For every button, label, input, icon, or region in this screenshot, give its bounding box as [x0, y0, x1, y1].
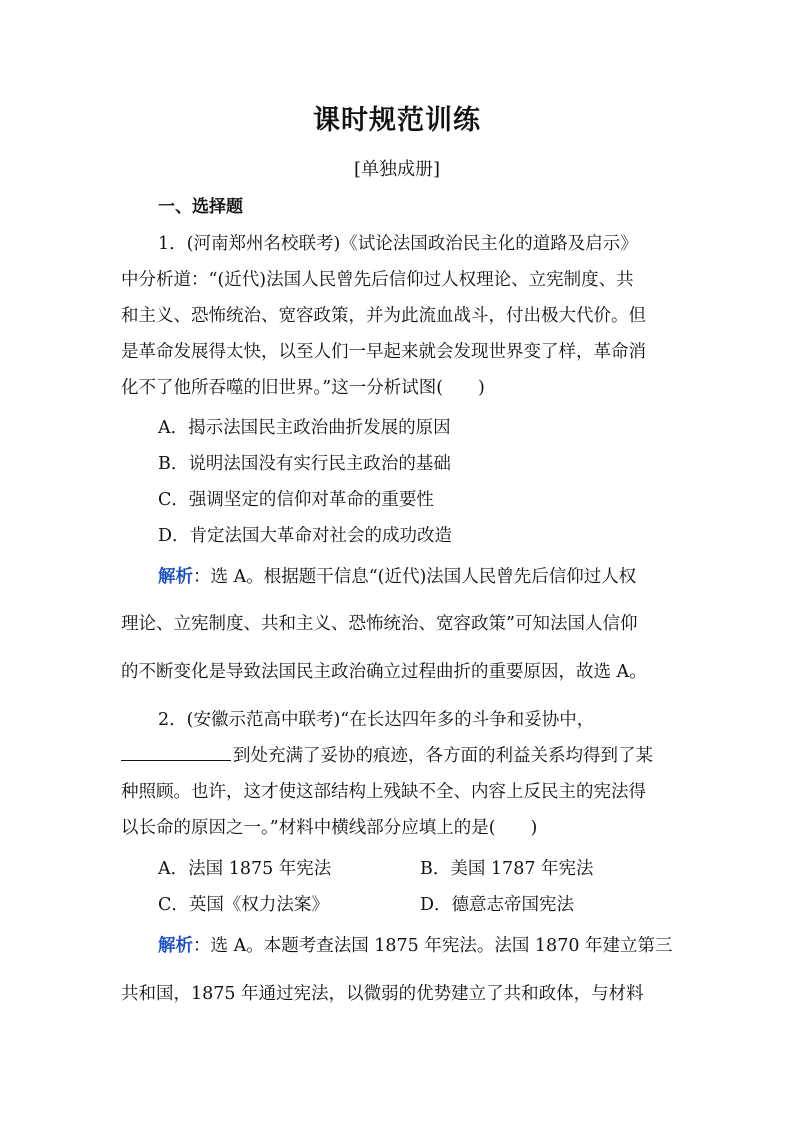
q2-line-2-text: 到处充满了妥协的痕迹，各方面的利益关系均得到了某	[233, 746, 653, 766]
q1-line-1: 1．(河南郑州名校联考)《试论法国政治民主化的道路及启示》	[158, 234, 638, 254]
q1-analysis-line-2: 理论、立宪制度、共和主义、恐怖统治、宽容政策”可知法国人信仰	[121, 614, 638, 634]
q2-option-b: B．美国 1787 年宪法	[420, 859, 594, 879]
q2-analysis-line-1	[158, 932, 718, 957]
fill-in-blank	[121, 742, 231, 761]
page-subtitle: [单独成册]	[353, 159, 441, 180]
analysis-label: 解析	[158, 936, 193, 956]
q1-option-b: B．说明法国没有实行民主政治的基础	[158, 454, 451, 474]
q1-line-3: 和主义、恐怖统治、宽容政策，并为此流血战斗，付出极大代价。但	[121, 306, 646, 326]
q1-option-d: D．肯定法国大革命对社会的成功改造	[158, 526, 453, 546]
q1-option-c: C．强调坚定的信仰对革命的重要性	[158, 490, 434, 510]
q2-line-1: 2．(安徽示范高中联考)“在长达四年多的斗争和妥协中，	[158, 710, 595, 730]
q1-line-2: 中分析道：“(近代)法国人民曾先后信仰过人权理论、立宪制度、共	[121, 270, 634, 290]
section-heading: 一、选择题	[158, 197, 243, 217]
q1-option-a: A．揭示法国民主政治曲折发展的原因	[158, 418, 451, 438]
q2-option-d: D．德意志帝国宪法	[420, 895, 575, 915]
q1-analysis-text-1: ：选 A。根据题干信息“(近代)法国人民曾先后信仰过人权	[193, 567, 637, 587]
q2-line-4: 以长命的原因之一。”材料中横线部分应填上的是( )	[121, 818, 538, 838]
q2-analysis-text-1: ：选 A。本题考查法国 1875 年宪法。法国 1870 年建立第三	[193, 936, 673, 956]
q2-option-a: A．法国 1875 年宪法	[158, 859, 332, 879]
q2-line-3: 种照顾。也许，这才使这部结构上残缺不全、内容上反民主的宪法得	[121, 782, 646, 802]
q2-analysis-line-2: 共和国，1875 年通过宪法，以微弱的优势建立了共和政体，与材料	[121, 984, 644, 1004]
page-title: 课时规范训练	[313, 105, 481, 136]
q2-line-2	[121, 742, 681, 767]
q1-analysis-line-3: 的不断变化是导致法国民主政治确立过程曲折的重要原因，故选 A。	[121, 662, 647, 682]
analysis-label: 解析	[158, 567, 193, 587]
q1-line-5: 化不了他所吞噬的旧世界。”这一分析试图( )	[121, 378, 485, 398]
q2-option-c: C．英国《权力法案》	[158, 895, 329, 915]
q1-line-4: 是革命发展得太快，以至人们一早起来就会发现世界变了样，革命消	[121, 342, 646, 362]
q1-analysis-line-1	[158, 563, 718, 588]
